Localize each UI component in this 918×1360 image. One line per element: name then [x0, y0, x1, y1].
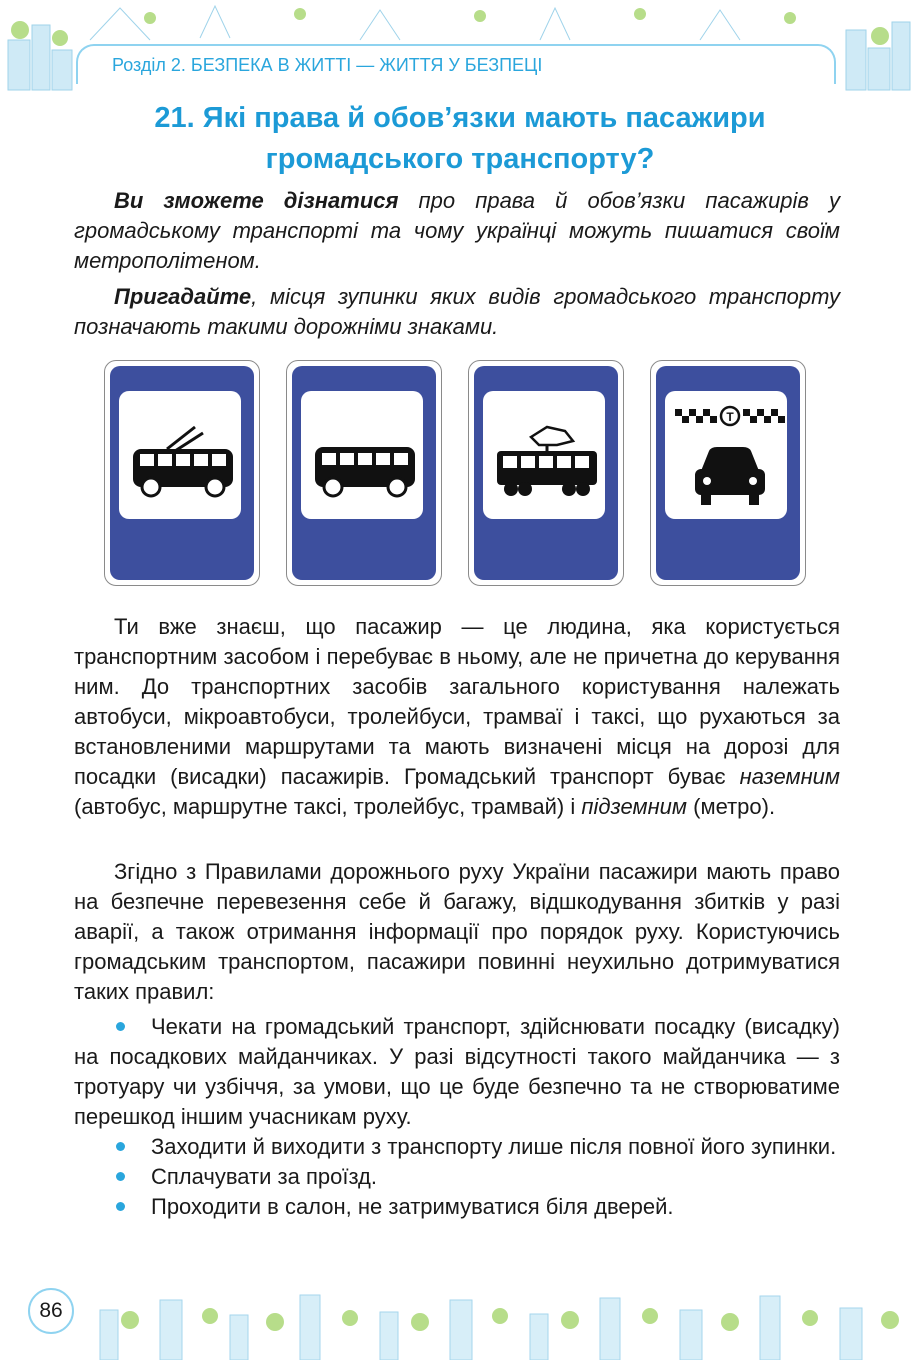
- body1-text-3: (метро).: [687, 794, 776, 819]
- list-item: [74, 1162, 840, 1192]
- body1-emphasis-underground: підземним: [581, 794, 688, 819]
- trolleybus-icon: [105, 361, 261, 587]
- remember-paragraph: [74, 282, 840, 342]
- list-item: [74, 1192, 840, 1222]
- tram-stop-sign: [468, 360, 624, 586]
- body-paragraph-1: [74, 612, 840, 822]
- body1-emphasis-ground: наземним: [739, 764, 840, 789]
- bus-icon: [287, 361, 443, 587]
- bullet-icon: [116, 1202, 125, 1211]
- list-item: [74, 1012, 840, 1132]
- list-item-text: Проходити в салон, не затримуватися біля дверей.: [151, 1194, 674, 1219]
- list-item-text: Чекати на громадський транспорт, здійснювати посадку (висадку) на посадкових майданчиках. У разі відсутності такого майданчика — з тротуару чи узбіччя, за умови, що це буде безпечно та не створюватиме перешкод іншим учасникам руху.: [74, 1014, 840, 1129]
- section-number: Розділ 2.: [112, 55, 186, 75]
- section-topic: БЕЗПЕКА В ЖИТТІ — ЖИТТЯ У БЕЗПЕЦІ: [190, 55, 543, 75]
- svg-text:T: T: [726, 410, 734, 424]
- list-item-text: Заходити й виходити з транспорту лише після повної його зупинки.: [151, 1134, 837, 1159]
- list-item: [74, 1132, 840, 1162]
- body2-text: Згідно з Правилами дорожнього руху України пасажири мають право на безпечне перевезення себе й багажу, відшкодування збитків у разі аварії, а також отримання інформації про порядок руху. Користуючись громадським транспортом, пасажири повинні неухильно дотримуватися таких правил:: [74, 859, 840, 1004]
- taxi-icon: [651, 361, 807, 587]
- taxi-stand-sign: [650, 360, 806, 586]
- bullet-icon: [116, 1142, 125, 1151]
- title-line-2: громадського транспорту?: [265, 143, 655, 175]
- body1-text-2: (автобус, маршрутне таксі, тролейбус, трамвай) і: [74, 794, 582, 819]
- intro-bold: Ви зможете дізнатися: [114, 188, 399, 213]
- bullet-icon: [116, 1172, 125, 1181]
- title-line-1: 21. Які права й обов’язки мають пасажири: [154, 102, 766, 134]
- road-signs-row: [104, 360, 810, 588]
- list-item-text: Сплачувати за проїзд.: [151, 1164, 378, 1189]
- trolleybus-stop-sign: [104, 360, 260, 586]
- tram-icon: [469, 361, 625, 587]
- section-header: [112, 55, 542, 76]
- intro-paragraph: [74, 186, 840, 276]
- rules-list: [74, 1012, 840, 1222]
- page-number: 86: [28, 1288, 74, 1334]
- body-paragraph-2: [74, 857, 840, 1007]
- bus-stop-sign: [286, 360, 442, 586]
- lesson-title: [60, 98, 860, 180]
- intro-text: про права й обов’язки пасажирів у громадському транспорті та чому українці можуть пишатися своїм метрополітеном.: [74, 188, 840, 273]
- bullet-icon: [116, 1022, 125, 1031]
- bottom-city-decoration: [0, 1270, 918, 1360]
- remember-bold: Пригадайте: [114, 284, 252, 309]
- body1-text-1: Ти вже знаєш, що пасажир — це людина, яка користується транспортним засобом і перебуває в ньому, але не причетна до керування ним. До транспортних засобів загального користування належать автобуси, мікроавтобуси, тролейбуси, трамваї і таксі, що рухаються за встановленими маршрутами та мають визначені місця на дорозі для посадки (висадки) пасажирів. Громадський транспорт буває: [74, 614, 840, 789]
- remember-text: , місця зупинки яких видів громадського транспорту позначають такими дорожніми знаками.: [74, 284, 840, 339]
